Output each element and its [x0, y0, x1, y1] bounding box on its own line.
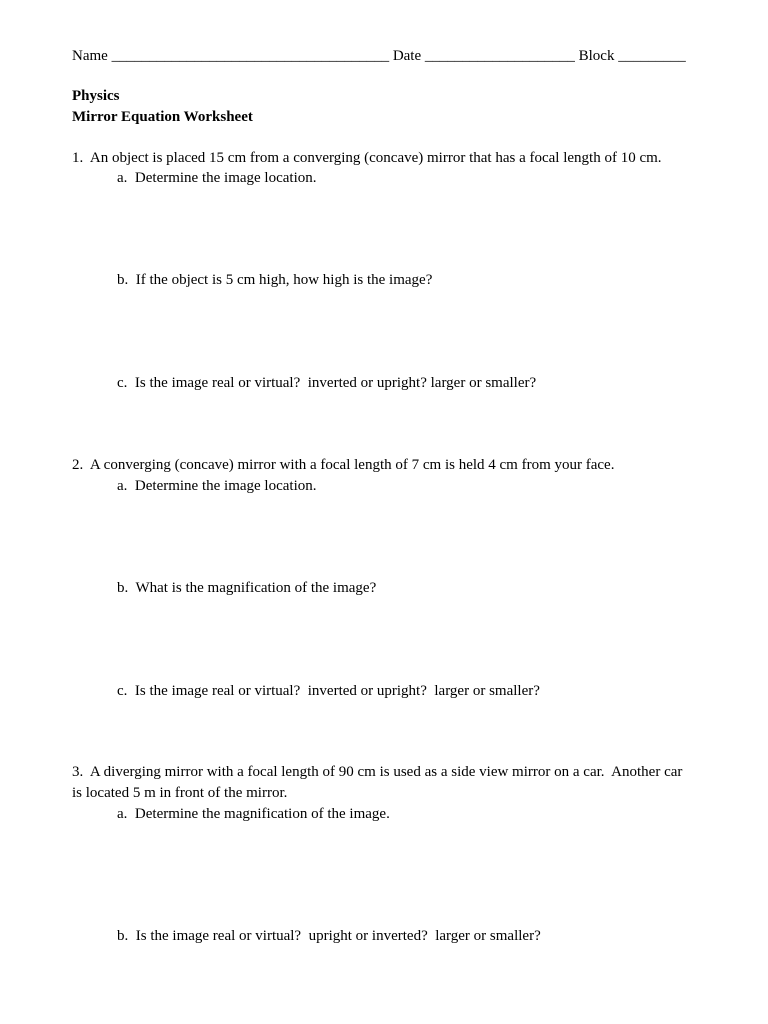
question-1-part-c: c. Is the image real or virtual? inverted or upright? larger or smaller? [117, 375, 537, 391]
question-2-part-b: b. What is the magnification of the image? [117, 580, 377, 596]
question-1-part-a: a. Determine the image location. [117, 170, 317, 186]
name-date-block-line: Name _____________________________________ Date ____________________ Block _________ [72, 48, 686, 64]
question-2-part-a: a. Determine the image location. [117, 478, 317, 494]
question-3-part-a: a. Determine the magnification of the image. [117, 806, 390, 822]
question-2-stem: 2. A converging (concave) mirror with a focal length of 7 cm is held 4 cm from your face. [72, 457, 615, 473]
worksheet-title: Mirror Equation Worksheet [72, 109, 253, 125]
question-3-stem-line-1: 3. A diverging mirror with a focal length of 90 cm is used as a side view mirror on a car. Another car [72, 764, 683, 780]
question-3-stem-line-2: is located 5 m in front of the mirror. [72, 785, 288, 801]
question-3-part-b: b. Is the image real or virtual? upright or inverted? larger or smaller? [117, 928, 541, 944]
question-2-part-c: c. Is the image real or virtual? inverted or upright? larger or smaller? [117, 683, 540, 699]
question-1-stem: 1. An object is placed 15 cm from a converging (concave) mirror that has a focal length of 10 cm. [72, 150, 662, 166]
subject-title: Physics [72, 88, 120, 104]
question-1-part-b: b. If the object is 5 cm high, how high is the image? [117, 272, 433, 288]
